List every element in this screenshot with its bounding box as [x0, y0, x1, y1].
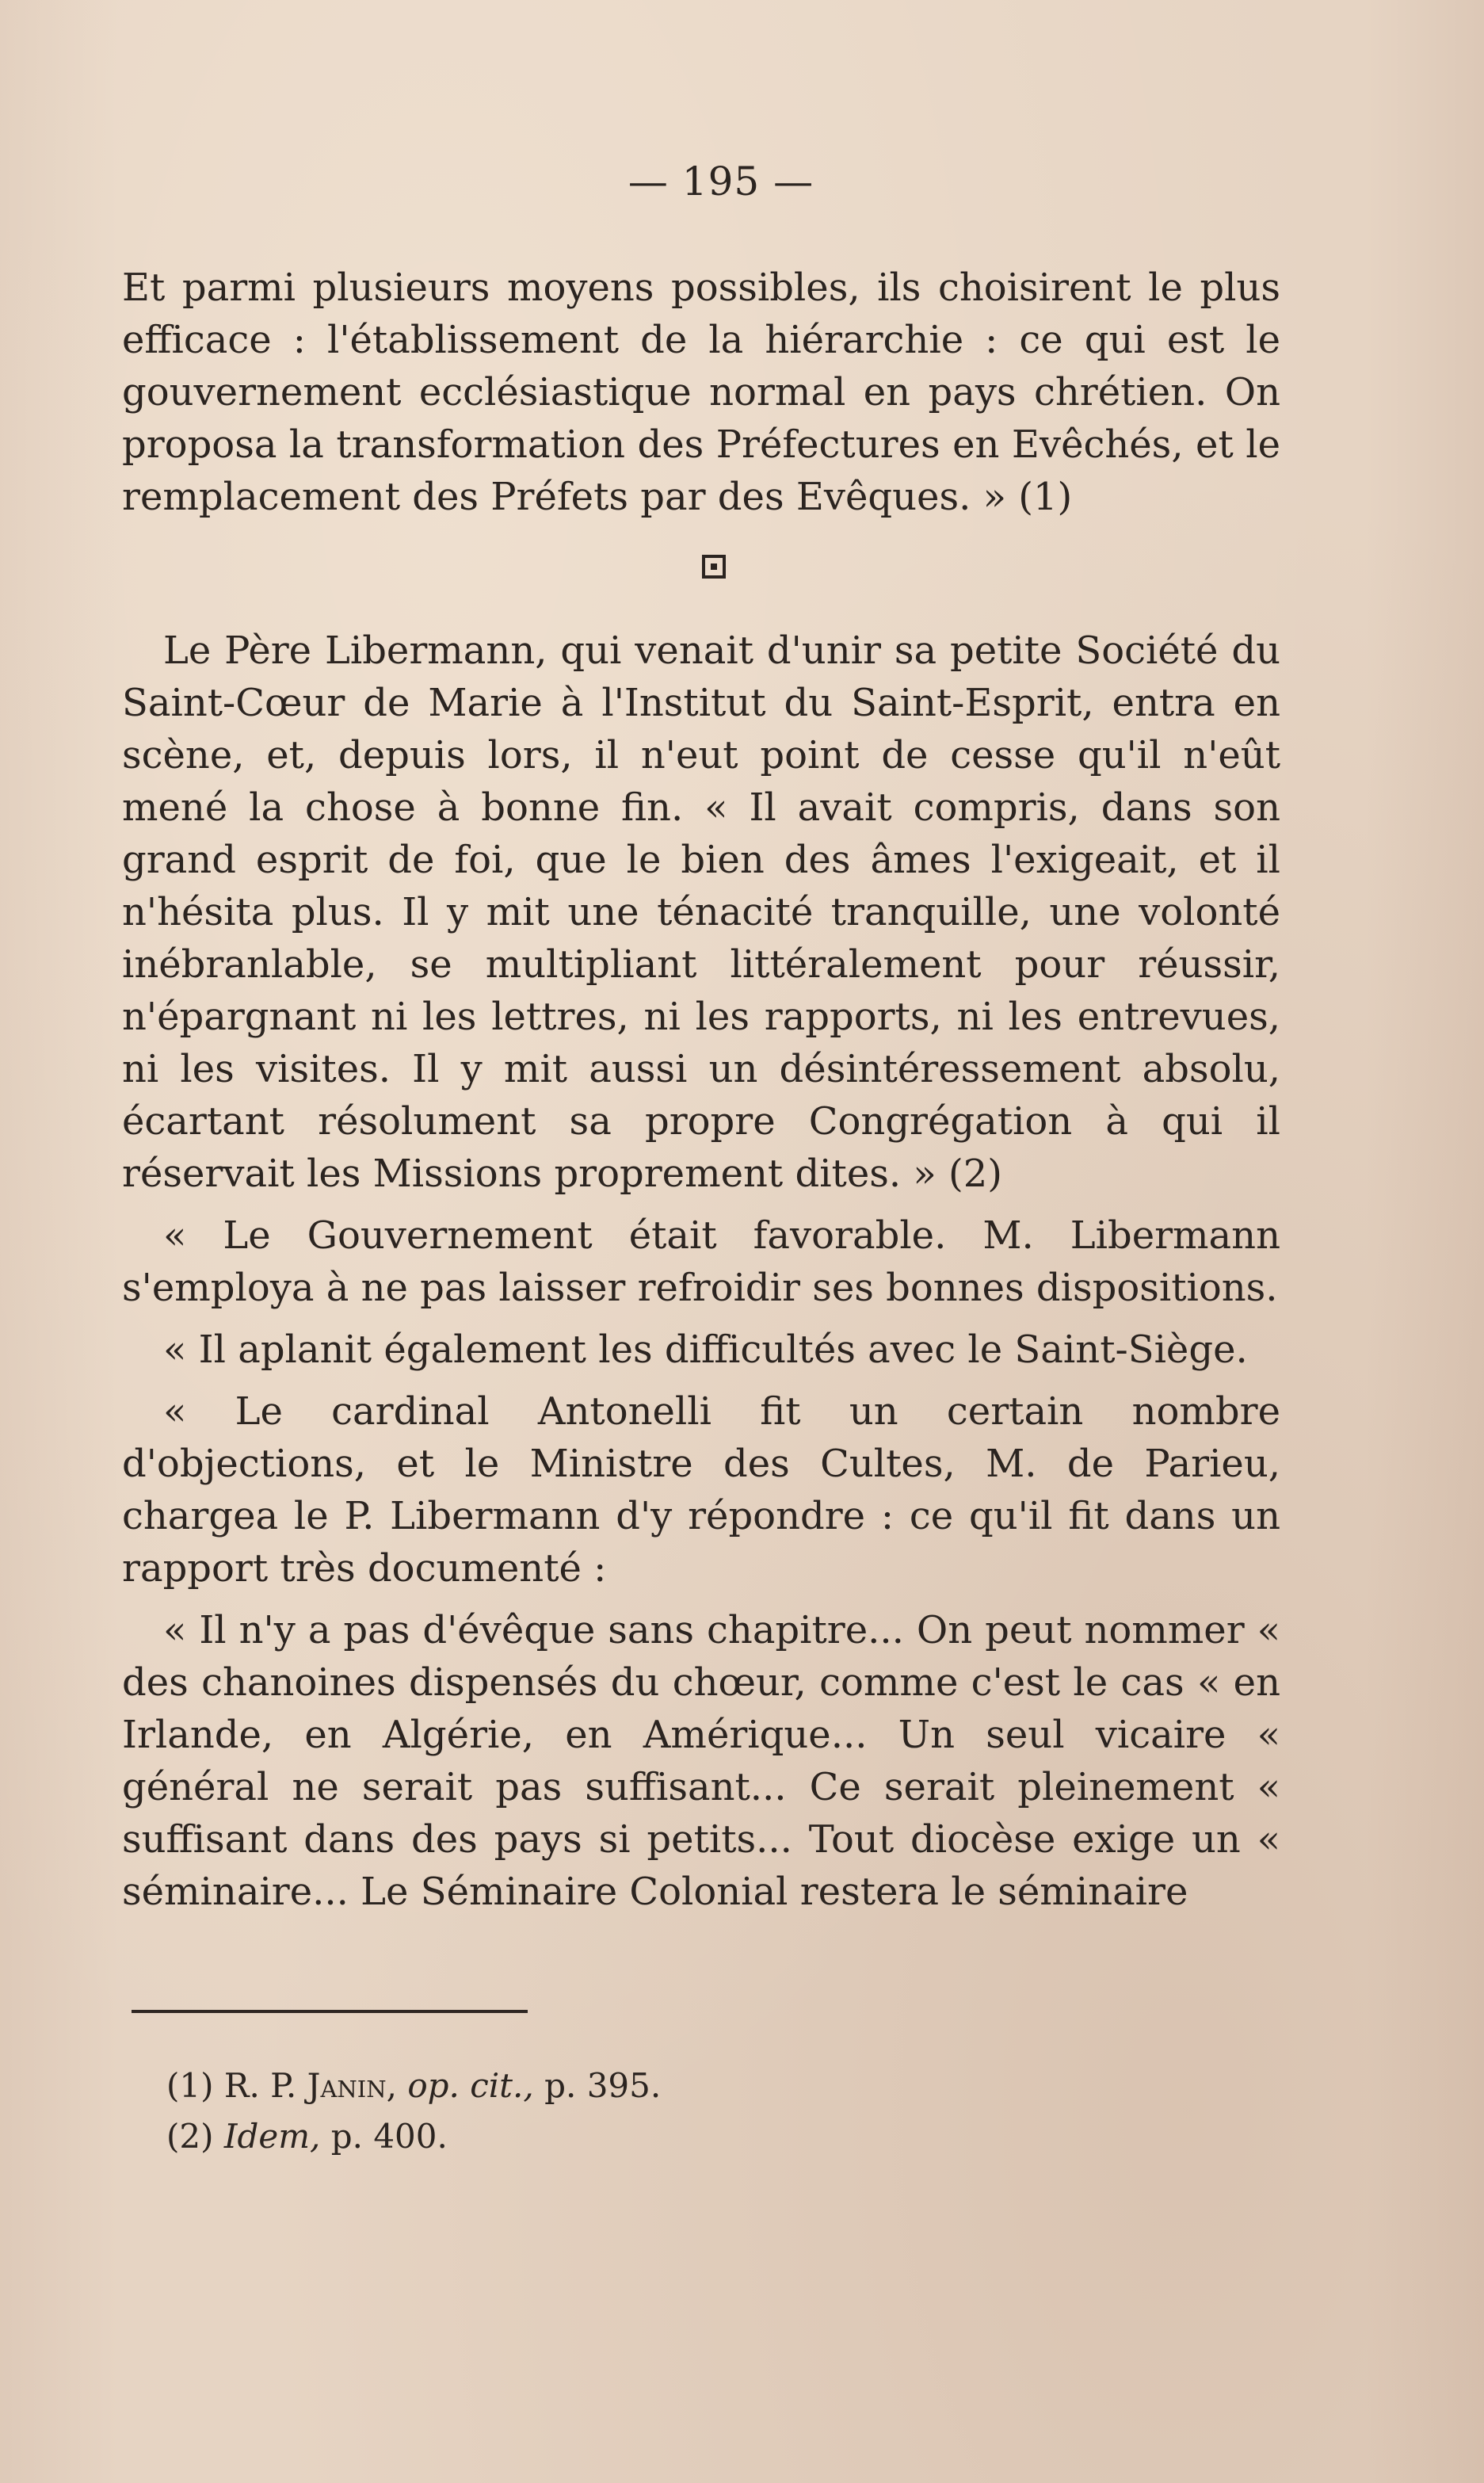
footnote-divider — [132, 2010, 528, 2013]
footnote-page: p. 400. — [330, 2117, 448, 2156]
footnote-1 — [166, 2061, 1280, 2111]
paragraph-1: Et parmi plusieurs moyens possibles, ils choisirent le plus efficace : l'établissement de la hiérarchie : ce qui est le gouvernement ecclésiastique normal en pays chrétien. On proposa la transformation des Préfectures en Evêchés, et le remplacement des Préfets par des Evêques. » (1) — [122, 265, 1280, 519]
footnote-work: Idem, — [223, 2117, 321, 2156]
paragraph-2: Le Père Libermann, qui venait d'unir sa petite Société du Saint-Cœur de Marie à l'Institut du Saint-Esprit, entra en scène, et, depuis lors, il n'eut point de cesse qu'il n'eût mené la chose à bonne fin. « Il avait compris, dans son grand esprit de foi, que le bien des âmes l'exigeait, et il n'hésita plus. Il y mit une ténacité tranquille, une volonté inébranlable, se multipliant littéralement pour réussir, n'épargnant ni les lettres, ni les rapports, ni les entrevues, ni les visites. Il y mit aussi un désintéressement absolu, écartant résolument sa propre Congrégation à qui il réservait les Missions proprement dites. » (2) — [122, 628, 1280, 1196]
section-ornament-icon — [702, 555, 726, 579]
footnote-number: (2) — [166, 2117, 214, 2156]
book-page — [122, 159, 1280, 2162]
footnote-work: op. cit., — [407, 2066, 534, 2105]
paragraph-5: « Le cardinal Antonelli fit un certain nombre d'objections, et le Ministre des Cultes, M. de Parieu, chargea le P. Libermann d'y répondre : ce qu'il fit dans un rapport très documenté : — [122, 1389, 1280, 1591]
paragraph-4: « Il aplanit également les difficultés avec le Saint-Siège. — [163, 1327, 1248, 1372]
footnote-2 — [166, 2111, 1280, 2162]
footnote-author: R. P. Janin, — [223, 2066, 397, 2105]
footnote-page: p. 395. — [544, 2066, 662, 2105]
footnote-number: (1) — [166, 2066, 214, 2105]
page-number: — 195 — — [628, 159, 814, 204]
paragraph-6: « Il n'y a pas d'évêque sans chapitre... On peut nommer « des chanoines dispensés du chœur, comme c'est le cas « en Irlande, en Algérie, en Amérique... Un seul vicaire « général ne serait pas suffisant... Ce serait pleinement « suffisant dans des pays si petits... Tout diocèse exige un « séminaire... Le Séminaire Colonial restera le séminaire — [122, 1608, 1280, 1914]
paragraph-3: « Le Gouvernement était favorable. M. Libermann s'employa à ne pas laisser refroidir ses bonnes dispositions. — [122, 1213, 1280, 1310]
